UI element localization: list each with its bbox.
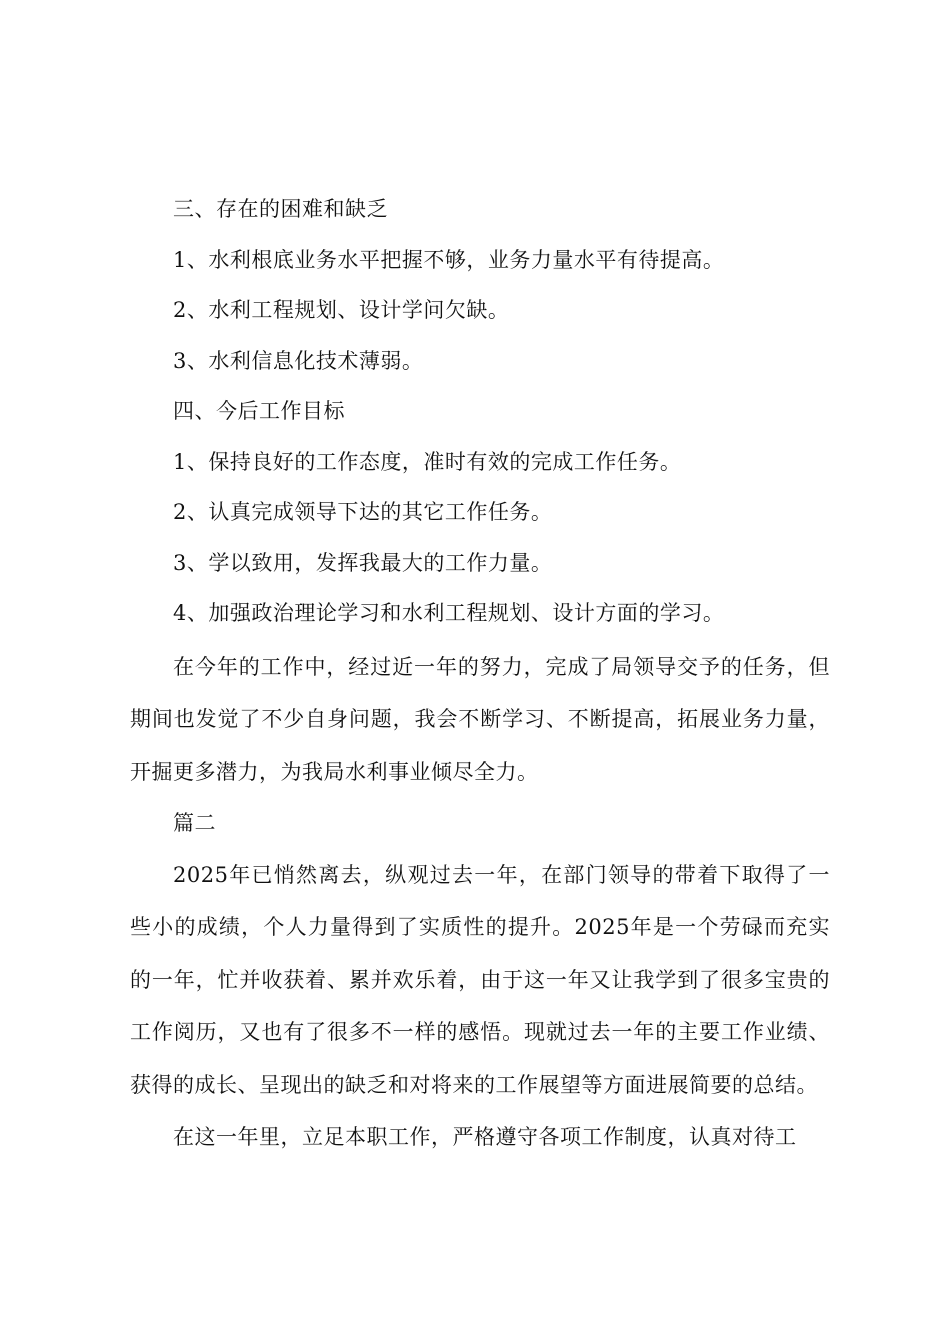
goal-item: 4、加强政治理论学习和水利工程规划、设计方面的学习。 — [173, 601, 725, 625]
section-heading-goals: 四、今后工作目标 — [173, 399, 345, 423]
document-body — [130, 184, 830, 1164]
goal-item: 3、学以致用，发挥我最大的工作力量。 — [173, 550, 553, 575]
section-two-title: 篇二 — [173, 811, 216, 835]
section-two-paragraph: 2025年已悄然离去，纵观过去一年，在部门领导的带着下取得了一些小的成绩，个人力量得到了实质性的提升。2025年是一个劳碌而充实的一年，忙并收获着、累并欢乐着，由于这一年又让我学到了很多宝贵的工作阅历，又也有了很多不一样的感悟。现就过去一年的主要工作业绩、获得的成长、呈现出的缺乏和对将来的工作展望等方面进展简要的总结。 — [130, 862, 830, 1097]
goal-item: 1、保持良好的工作态度，准时有效的完成工作任务。 — [173, 449, 682, 474]
section-two-paragraph: 在这一年里，立足本职工作，严格遵守各项工作制度，认真对待工 — [173, 1125, 797, 1149]
goal-item: 2、认真完成领导下达的其它工作任务。 — [173, 500, 553, 524]
difficulty-item: 1、水利根底业务水平把握不够，业务力量水平有待提高。 — [173, 247, 725, 272]
closing-paragraph: 在今年的工作中，经过近一年的努力，完成了局领导交予的任务，但期间也发觉了不少自身问题，我会不断学习、不断提高，拓展业务力量，开掘更多潜力，为我局水利事业倾尽全力。 — [130, 654, 830, 784]
difficulty-item: 3、水利信息化技术薄弱。 — [173, 348, 424, 373]
difficulty-item: 2、水利工程规划、设计学问欠缺。 — [173, 298, 510, 322]
section-heading-difficulties: 三、存在的困难和缺乏 — [173, 197, 388, 221]
